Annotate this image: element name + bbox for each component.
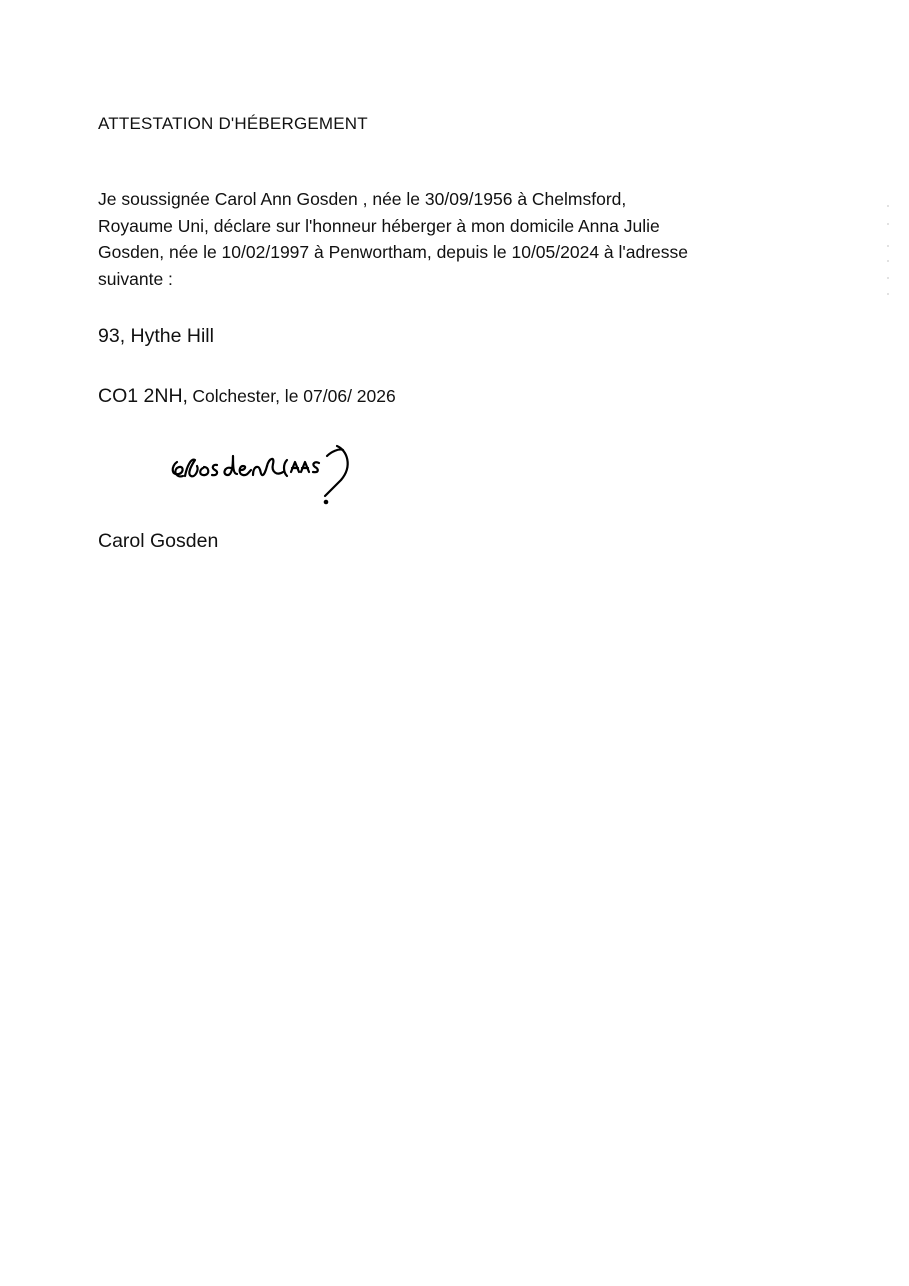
- address-postcode-place-date: [98, 385, 396, 408]
- handwritten-signature: [165, 436, 365, 508]
- scan-edge-marks: [884, 205, 894, 305]
- signature-drawing: [165, 436, 365, 508]
- address-street: 93, Hythe Hill: [98, 325, 214, 347]
- declaration-line-3: Gosden, née le 10/02/1997 à Penwortham, depuis le 10/05/2024 à l'adresse: [98, 242, 689, 262]
- declaration-line-2: Royaume Uni, déclare sur l'honneur héberger à mon domicile Anna Julie: [98, 215, 660, 236]
- document-title: ATTESTATION D'HÉBERGEMENT: [98, 114, 368, 133]
- declaration-paragraph: [98, 186, 778, 292]
- place-and-date: Colchester, le 07/06/ 2026: [192, 386, 396, 406]
- declaration-line-1: Je soussignée Carol Ann Gosden , née le 30/09/1956 à Chelmsford,: [98, 189, 627, 209]
- signer-name: Carol Gosden: [98, 530, 219, 552]
- declaration-line-4: suivante :: [98, 268, 173, 289]
- address-postcode: CO1 2NH,: [98, 385, 188, 407]
